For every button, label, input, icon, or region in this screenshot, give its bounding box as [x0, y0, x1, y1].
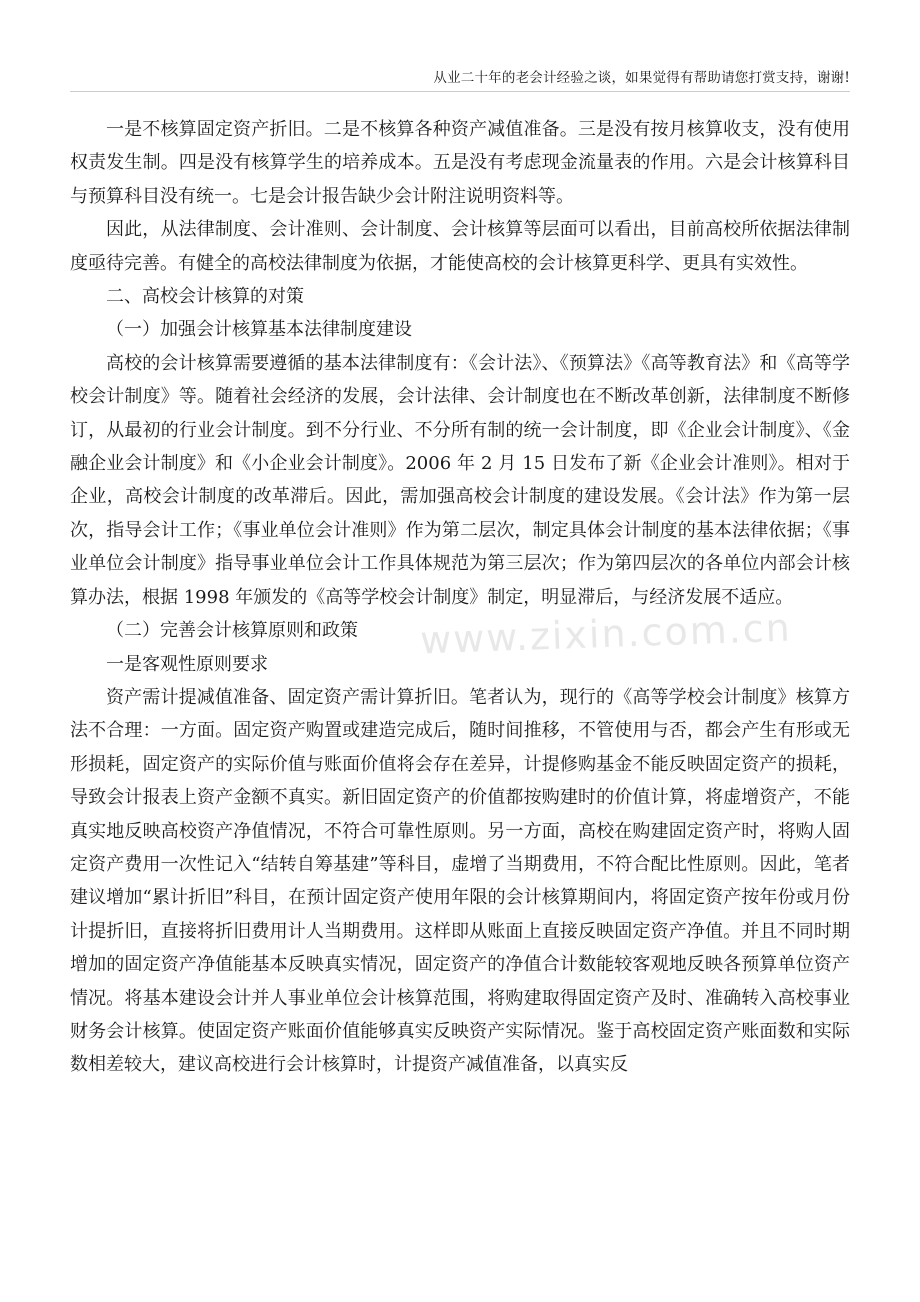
paragraph: 一是不核算固定资产折旧。二是不核算各种资产减值准备。三是没有按月核算收支，没有使用权责发生制。四是没有核算学生的培养成本。五是没有考虑现金流量表的作用。六是会计核算科目与预算科目没有统一。七是会计报告缺少会计附注说明资料等。: [70, 119, 850, 207]
header-note: 从业二十年的老会计经验之谈，如果觉得有帮助请您打赏支持，谢谢!: [433, 70, 850, 86]
header-divider: [70, 91, 850, 92]
section-heading: 二、高校会计核算的对策: [106, 286, 304, 308]
paragraph: 资产需计提减值准备、固定资产需计算折旧。笔者认为，现行的《高等学校会计制度》核算方法不合理：一方面。固定资产购置或建造完成后，随时间推移，不管使用与否，都会产生有形或无形损耗，固定资产的实际价值与账面价值将会存在差异，计提修购基金不能反映固定资产的损耗，导致会计报表上资产金额不真实。新旧固定资产的价值都按购建时的价值计算，将虚增资产，不能真实地反映高校资产净值情况，不符合可靠性原则。另一方面，高校在购建固定资产时，将购人固定资产费用一次性记入“结转自筹基建”等科目，虚增了当期费用，不符合配比性原则。因此，笔者建议增加“累计折旧”科目，在预计固定资产使用年限的会计核算期间内，将固定资产按年份或月份计提折旧，直接将折旧费用计人当期费用。这样即从账面上直接反映固定资产净值。并且不同时期增加的固定资产净值能基本反映真实情况，固定资产的净值合计数能较客观地反映各预算单位资产情况。将基本建设会计并人事业单位会计核算范围，将购建取得固定资产及时、准确转入高校事业财务会计核算。使固定资产账面价值能够真实反映资产实际情况。鉴于高校固定资产账面数和实际数相差较大，建议高校进行会计核算时，计提资产减值准备，以真实反: [70, 686, 850, 1076]
paragraph-heading: 一是客观性原则要求: [106, 653, 268, 675]
subsection-heading: （一）加强会计核算基本法律制度建设: [106, 319, 412, 341]
paragraph: 因此，从法律制度、会计准则、会计制度、会计核算等层面可以看出，目前高校所依据法律制度亟待完善。有健全的高校法律制度为依据，才能使高校的会计核算更科学、更具有实效性。: [70, 219, 850, 274]
subsection-heading: （二）完善会计核算原则和政策: [106, 620, 358, 642]
paragraph: 高校的会计核算需要遵循的基本法律制度有：《会计法》、《预算法》《高等教育法》和《高等学校会计制度》等。随着社会经济的发展，会计法律、会计制度也在不断改革创新，法律制度不断修订，从最初的行业会计制度。到不分行业、不分所有制的统一会计制度，即《企业会计制度》、《金融企业会计制度》和《小企业会计制度》。2006 年 2 月 15 日发布了新《企业会计准则》。相对于企业，高校会计制度的改革滞后。因此，需加强高校会计制度的建设发展。《会计法》作为第一层次，指导会计工作；《事业单位会计准则》作为第二层次，制定具体会计制度的基本法律依据；《事业单位会计制度》指导事业单位会计工作具体规范为第三层次；作为第四层次的各单位内部会计核算办法，根据 1998 年颁发的《高等学校会计制度》制定，明显滞后，与经济发展不适应。: [70, 352, 850, 608]
watermark: www.zixin.com.cn: [419, 605, 793, 663]
article-body: [70, 113, 850, 1082]
